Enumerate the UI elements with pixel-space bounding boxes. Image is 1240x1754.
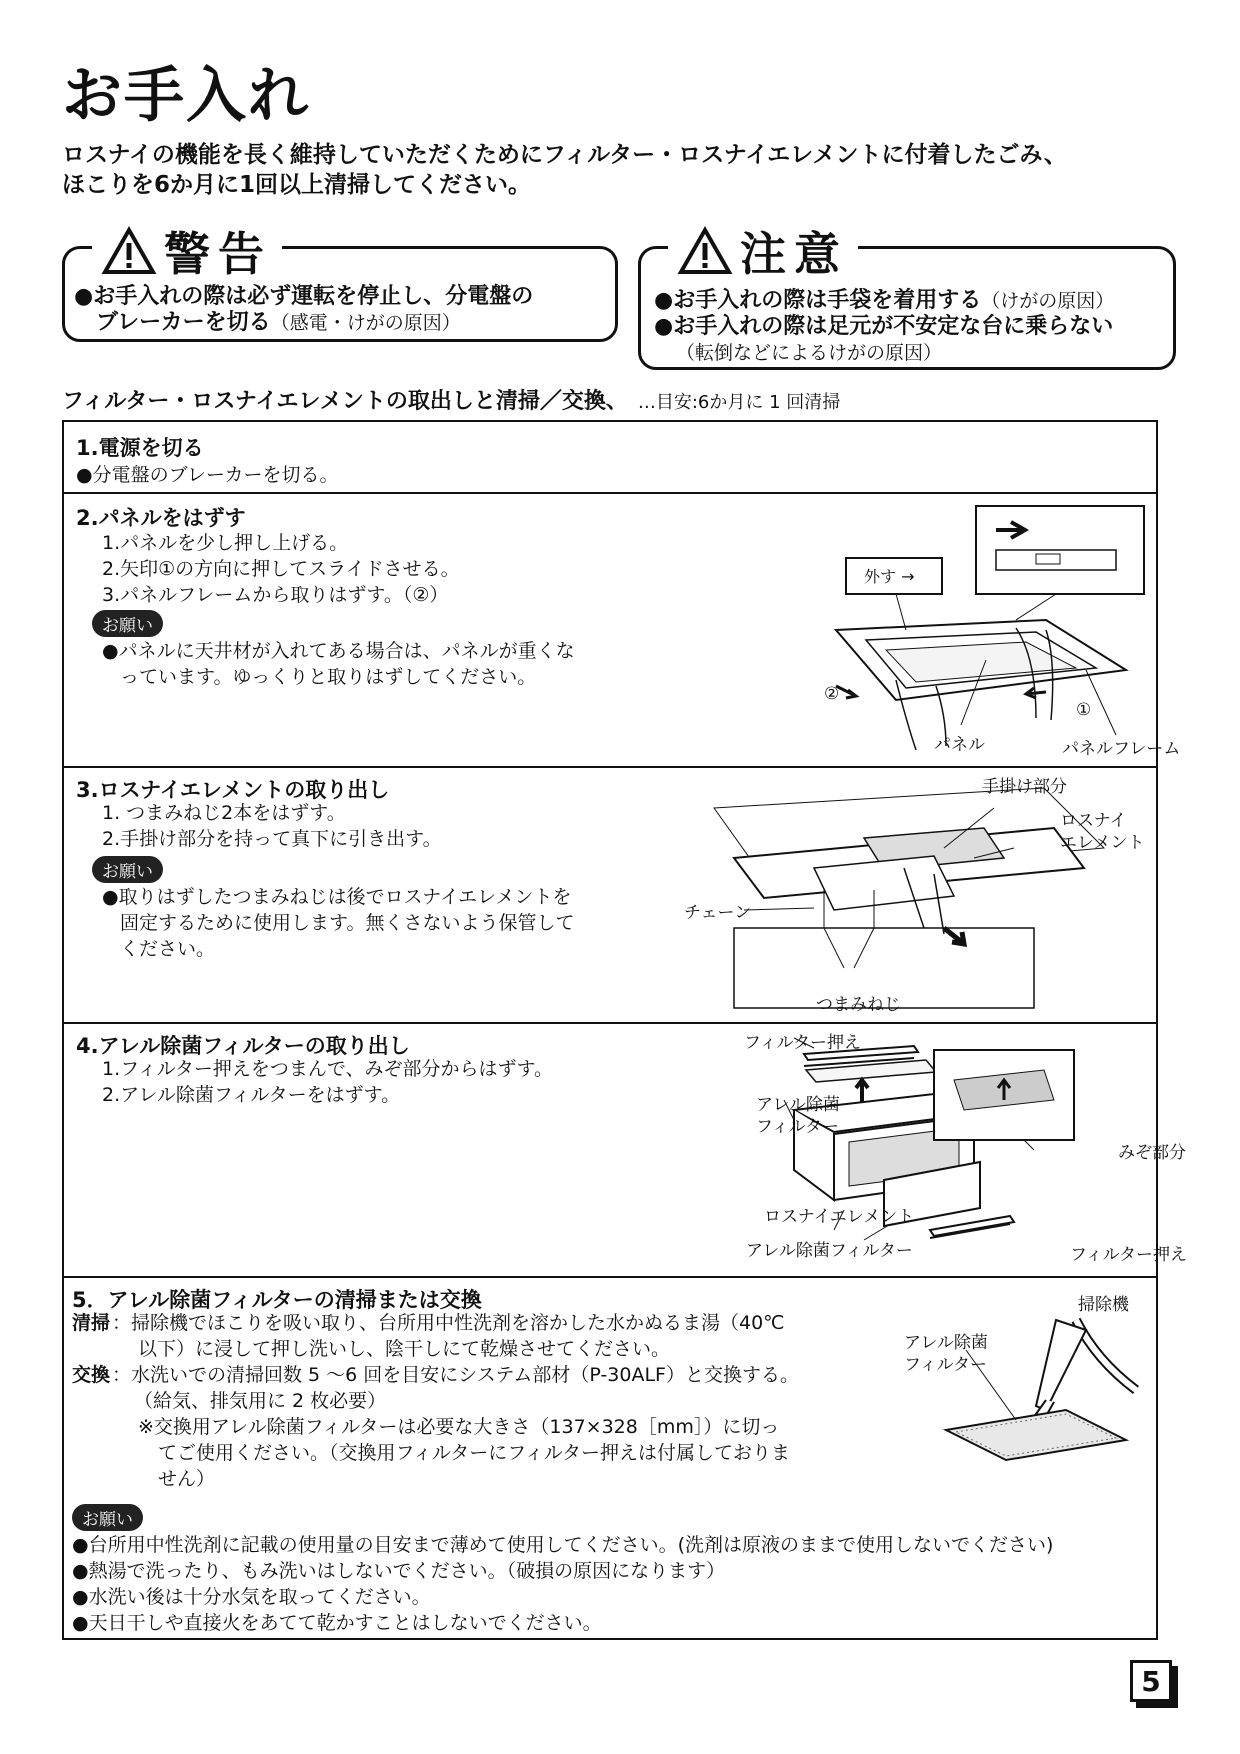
- step-2: [64, 494, 1181, 768]
- label-chain: チェーン: [684, 903, 752, 923]
- label-grip: 手掛け部分: [982, 777, 1067, 797]
- label-n2: ②: [824, 684, 840, 704]
- label-panel: パネル: [934, 735, 985, 755]
- label-filter-1: アレル除菌: [904, 1333, 988, 1353]
- replace-line: てご使用ください。（交換用フィルターにフィルター押えは付属しておりま: [158, 1442, 790, 1464]
- warning-line-2: ブレーカーを切る（感電・けがの原因）: [96, 310, 461, 335]
- note-line: ください。: [120, 938, 216, 960]
- warning-line-1: ●お手入れの際は必ず運転を停止し、分電盤の: [74, 284, 534, 309]
- intro-text: ロスナイの機能を長く維持していただくためにフィルター・ロスナイエレメントに付着したごみ、 ほこりを6か月に1回以上清掃してください。: [62, 142, 1067, 198]
- clean-line: ：掃除機でほこりを吸い取り、台所用中性洗剤を溶かした水かぬるま湯（40℃: [112, 1312, 785, 1334]
- step-title: 3.ロスナイエレメントの取り出し: [76, 778, 390, 802]
- step-3: [64, 768, 1156, 1024]
- page-number: 5: [1130, 1660, 1172, 1702]
- label-filter-2: フィルター: [756, 1117, 839, 1137]
- step-title: 1.電源を切る: [76, 436, 204, 460]
- note-line: ●パネルに天井材が入れてある場合は、パネルが重くな: [102, 640, 575, 662]
- replace-label: 交換: [72, 1364, 111, 1386]
- replace-line: せん）: [158, 1468, 216, 1490]
- note-line: ●台所用中性洗剤に記載の使用量の目安まで薄めて使用してください。(洗剤は原液のままで使用しないでください): [72, 1534, 1054, 1556]
- caution-line-1: ●お手入れの際は手袋を着用する（けがの原因）: [654, 288, 1115, 313]
- caution-icon: [678, 227, 732, 275]
- caution-line-3: （転倒などによるけがの原因）: [676, 342, 943, 364]
- step-title: 2.パネルをはずす: [76, 506, 246, 530]
- step-line: 1. つまみねじ2本をはずす。: [102, 802, 346, 824]
- label-panel-frame: パネルフレーム: [1062, 739, 1181, 759]
- note-line: 固定するために使用します。無くさないよう保管して: [120, 912, 575, 934]
- request-badge: お願い: [72, 1504, 143, 1531]
- step-4: [64, 1024, 1187, 1278]
- request-badge: お願い: [92, 856, 163, 883]
- label-element-2: エレメント: [1060, 833, 1145, 853]
- step-5: [64, 1278, 1156, 1642]
- step-line: 2.手掛け部分を持って真下に引き出す。: [102, 828, 442, 850]
- note-line: ●天日干しや直接火をあてて乾かすことはしないでください。: [72, 1612, 602, 1634]
- clean-line: 以下）に浸して押し洗いし、陰干しにて乾燥させてください。: [138, 1338, 671, 1360]
- step-line: 3.パネルフレームから取りはずす。（②）: [102, 584, 449, 606]
- label-holder-bottom: フィルター押え: [1070, 1245, 1187, 1265]
- step-line: 2.矢印①の方向に押してスライドさせる。: [102, 558, 460, 580]
- step-line: 1.フィルター押えをつまんで、みぞ部分からはずす。: [102, 1058, 553, 1080]
- replace-line: ：水洗いでの清掃回数 5 ～6 回を目安にシステム部材（P-30ALF）と交換する。: [112, 1364, 799, 1386]
- note-line: ●取りはずしたつまみねじは後でロスナイエレメントを: [102, 886, 572, 908]
- panel-removal-illustration: [736, 500, 1156, 760]
- replace-line: （給気、排気用に 2 枚必要）: [134, 1390, 387, 1412]
- clean-label: 清掃: [72, 1312, 111, 1334]
- label-remove: 外す →: [864, 567, 915, 586]
- step-title: 5．アレル除菌フィルターの清掃または交換: [72, 1288, 482, 1312]
- label-n1: ①: [1076, 700, 1092, 720]
- caution-line-2: ●お手入れの際は足元が不安定な台に乗らない: [654, 314, 1114, 339]
- label-element-1: ロスナイ: [1060, 811, 1127, 831]
- step-line: ●分電盤のブレーカーを切る。: [76, 464, 339, 486]
- note-line: っています。ゆっくりと取りはずしてください。: [120, 666, 537, 688]
- step-title: 4.アレル除菌フィルターの取り出し: [76, 1034, 410, 1058]
- steps-table: [62, 420, 1187, 1640]
- label-holder-top: フィルター押え: [744, 1033, 861, 1053]
- note-line: ●水洗い後は十分水気を取ってください。: [72, 1586, 431, 1608]
- note-line: ●熱湯で洗ったり、もみ洗いはしないでください。（破損の原因になります）: [72, 1560, 726, 1582]
- step-line: 2.アレル除菌フィルターをはずす。: [102, 1084, 401, 1106]
- label-filter-2: フィルター: [904, 1355, 987, 1375]
- request-badge: お願い: [92, 610, 163, 637]
- vacuum-illustration: [926, 1290, 1146, 1460]
- page-title: お手入れ: [62, 61, 310, 131]
- step-line: 1.パネルを少し押し上げる。: [102, 532, 349, 554]
- label-groove: みぞ部分: [1118, 1143, 1186, 1163]
- label-vacuum: 掃除機: [1078, 1295, 1129, 1315]
- replace-line: ※交換用アレル除菌フィルターは必要な大きさ（137×328［mm］）に切っ: [138, 1416, 780, 1438]
- step-1: [64, 422, 1156, 494]
- label-filter-full: アレル除菌フィルター: [746, 1241, 913, 1261]
- warning-title: 警告: [92, 218, 282, 284]
- filter-removal-illustration: [684, 1030, 1124, 1270]
- label-element: ロスナイエレメント: [764, 1207, 915, 1227]
- caution-title: 注意: [668, 218, 858, 284]
- warning-icon: [102, 227, 156, 275]
- section-heading: フィルター・ロスナイエレメントの取出しと清掃／交換、 …目安:6か月に 1 回清掃: [62, 389, 841, 414]
- label-screw: つまみねじ: [816, 995, 901, 1015]
- element-removal-illustration: [674, 778, 1114, 1014]
- label-filter-1: アレル除菌: [756, 1095, 840, 1115]
